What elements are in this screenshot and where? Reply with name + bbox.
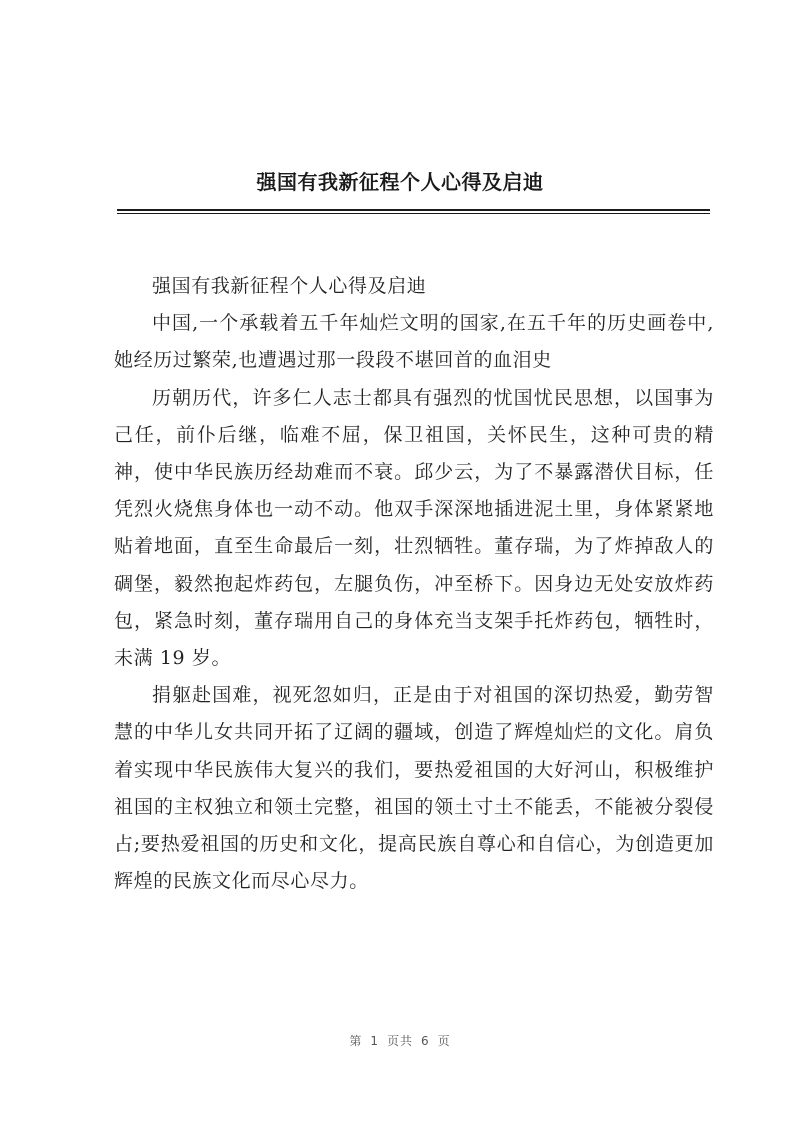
document-body xyxy=(114,268,714,900)
page-footer xyxy=(0,1032,800,1049)
footer-middle: 页共 xyxy=(386,1034,413,1048)
footer-prefix: 第 xyxy=(349,1034,363,1048)
footer-suffix: 页 xyxy=(437,1034,451,1048)
header-divider xyxy=(117,209,710,214)
paragraph-1: 强国有我新征程个人心得及启迪 xyxy=(152,275,427,297)
footer-total-pages: 6 xyxy=(421,1034,430,1048)
paragraph-3: 历朝历代，许多仁人志士都具有强烈的忧国忧民思想，以国事为己任，前仆后继，临难不屈，保卫祖国，关怀民生，这种可贵的精神，使中华民族历经劫难而不衰。邱少云，为了不暴露潜伏目标，任凭烈火烧焦身体也一动不动。他双手深深地插进泥土里，身体紧紧地贴着地面，直至生命最后一刻，壮烈牺牲。董存瑞，为了炸掉敌人的碉堡，毅然抱起炸药包，左腿负伤，冲至桥下。因身边无处安放炸药包，紧急时刻，董存瑞用自己的身体充当支架手托炸药包，牺牲时，未满 19 岁。 xyxy=(114,386,714,670)
document-title: 强国有我新征程个人心得及启迪 xyxy=(256,170,544,194)
paragraph-4: 捐躯赴国难，视死忽如归，正是由于对祖国的深切热爱，勤劳智慧的中华儿女共同开拓了辽阔的疆域，创造了辉煌灿烂的文化。肩负着实现中华民族伟大复兴的我们，要热爱祖国的大好河山，积极维护祖国的主权独立和领土完整，祖国的领土寸土不能丢，不能被分裂侵占;要热爱祖国的历史和文化，提高民族自尊心和自信心，为创造更加辉煌的民族文化而尽心尽力。 xyxy=(114,684,714,893)
paragraph-2: 中国,一个承载着五千年灿烂文明的国家,在五千年的历史画卷中,她经历过繁荣,也遭遇过那一段段不堪回首的血泪史 xyxy=(114,312,714,372)
footer-page-number: 1 xyxy=(370,1034,379,1048)
